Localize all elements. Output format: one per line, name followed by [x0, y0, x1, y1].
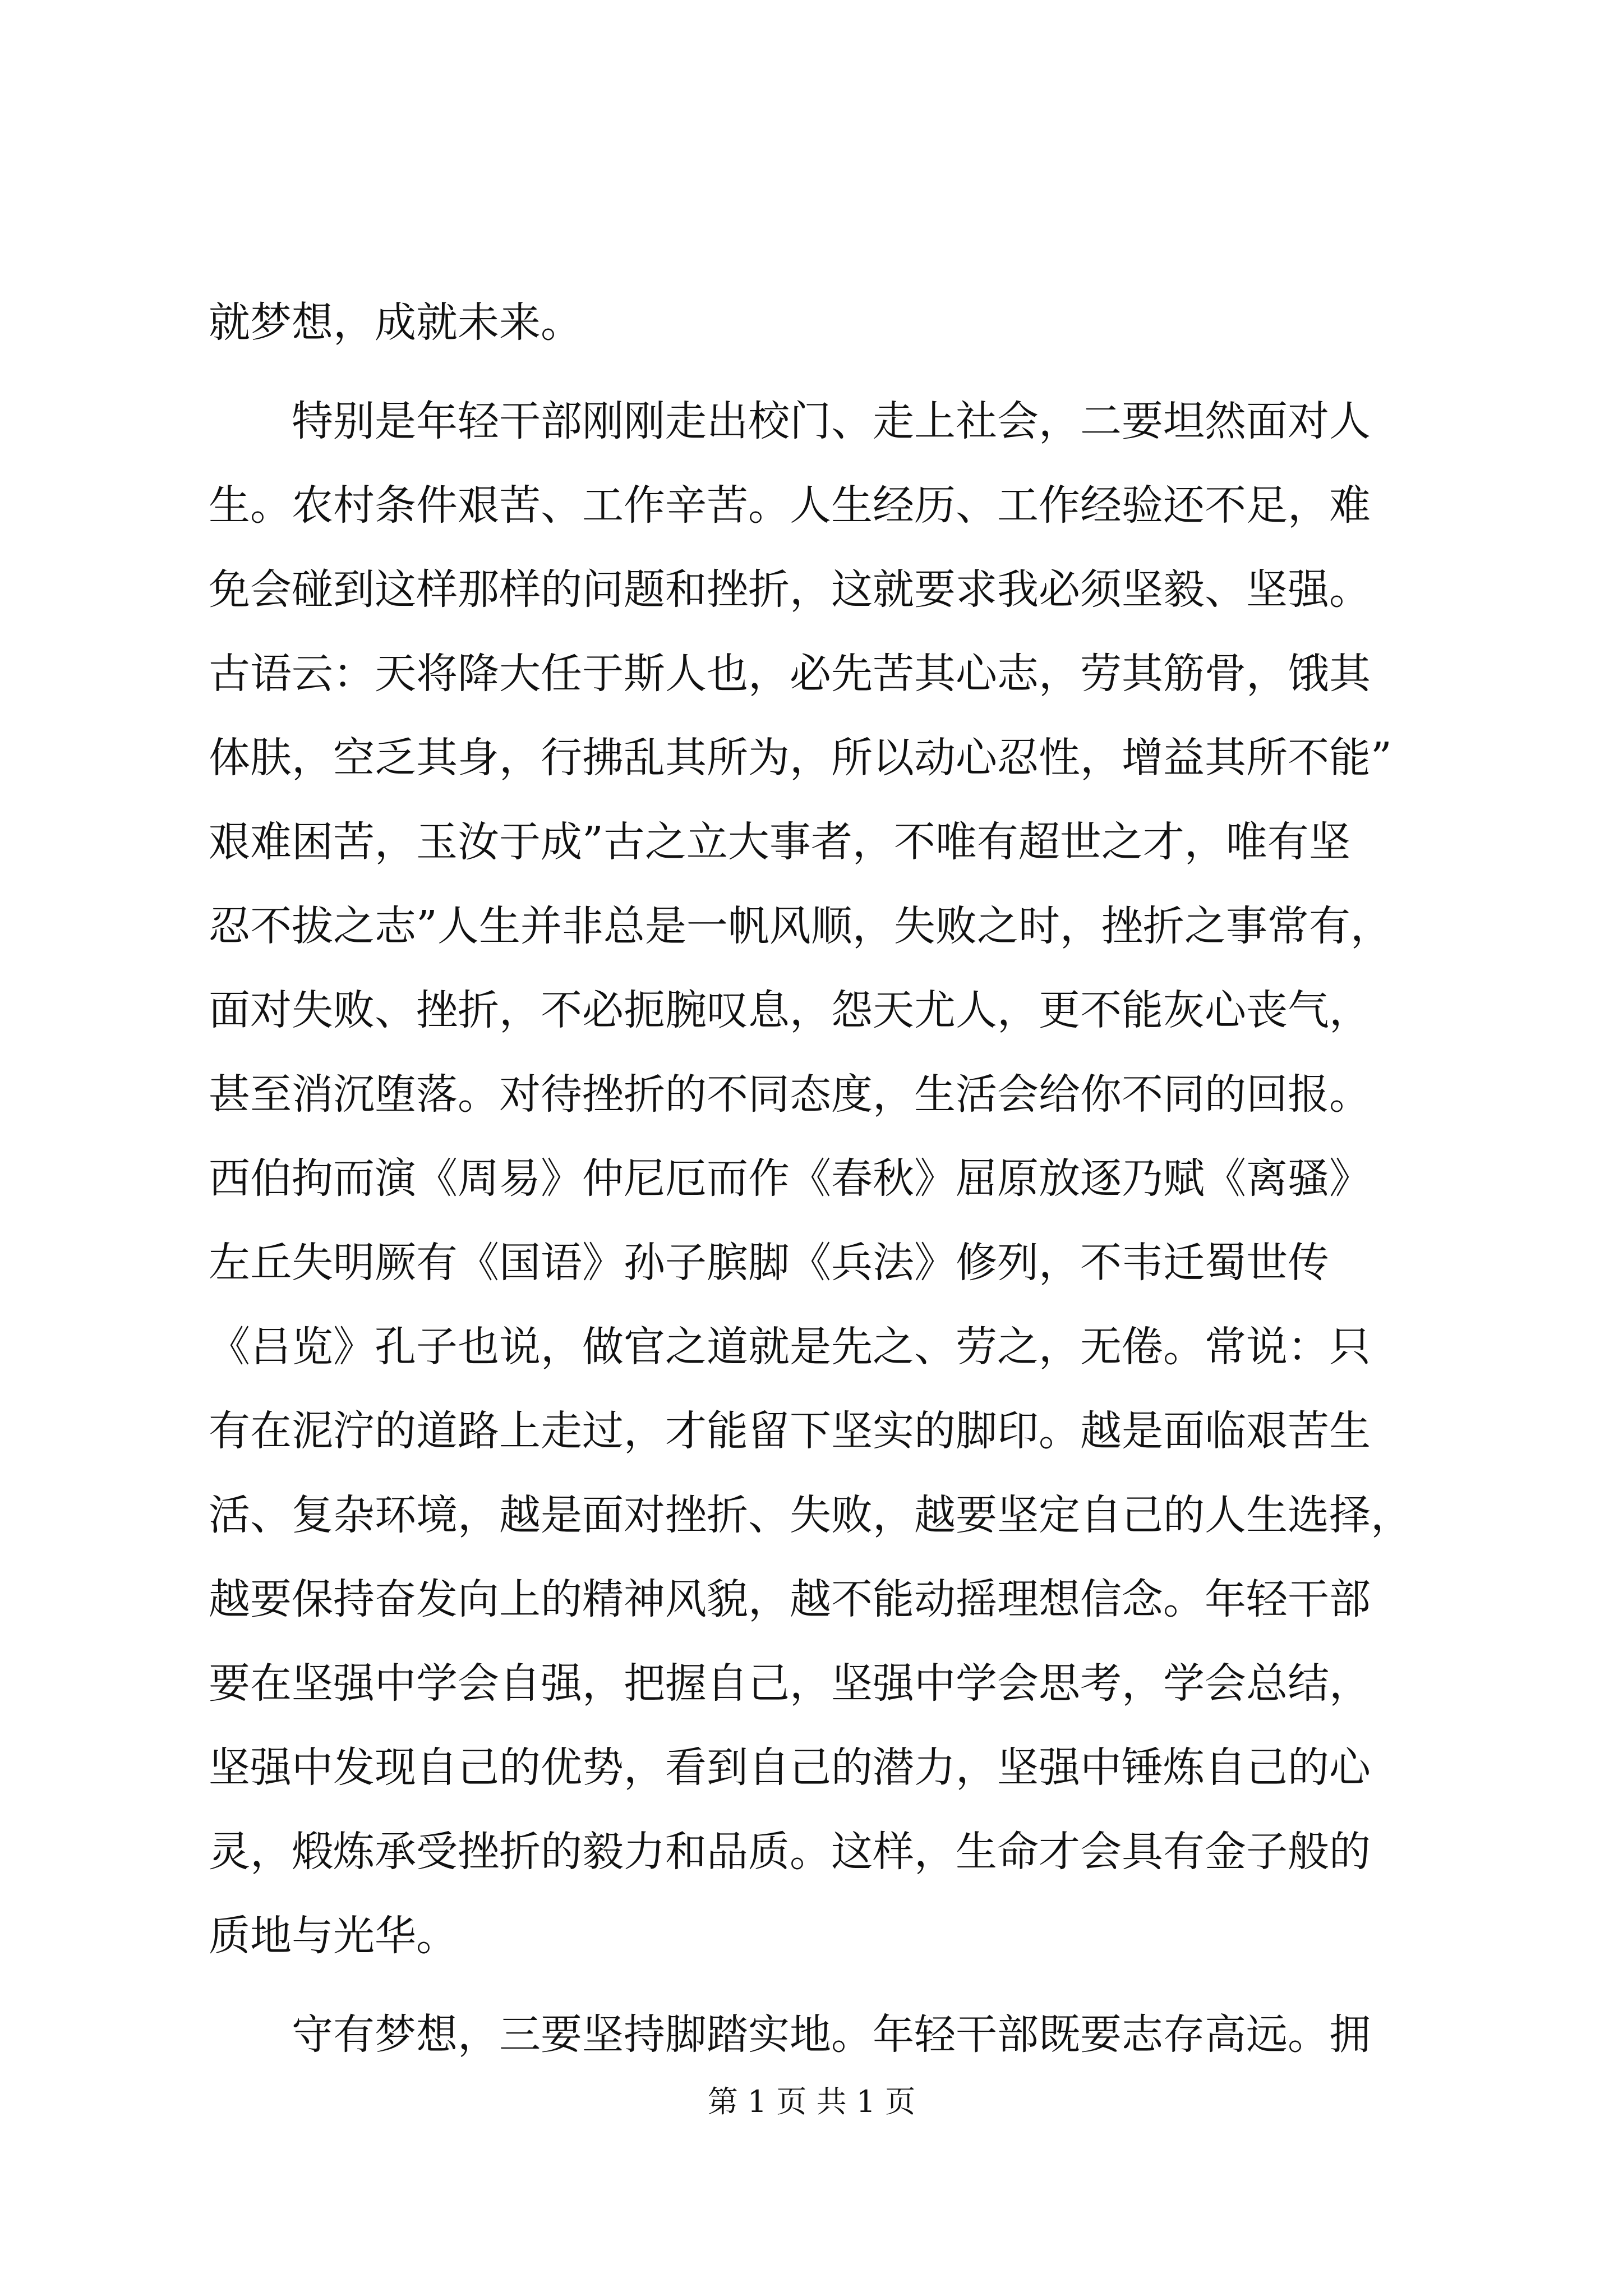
text-line: 甚至消沉堕落。对待挫折的不同态度，生活会给你不同的回报。	[209, 1070, 1371, 1119]
text-line: 艰难困苦，玉汝于成”古之立大事者，不唯有超世之才，唯有坚	[209, 818, 1350, 866]
text-line: 有在泥泞的道路上走过，才能留下坚实的脚印。越是面临艰苦生	[209, 1407, 1371, 1455]
text-line: 面对失败、挫折，不必扼腕叹息，怨天尤人，更不能灰心丧气，	[209, 986, 1371, 1034]
text-line: 左丘失明厥有《国语》孙子膑脚《兵法》修列，不韦迁蜀世传	[209, 1239, 1329, 1287]
text-line: 灵，煅炼承受挫折的毅力和品质。这样，生命才会具有金子般的	[209, 1828, 1371, 1876]
text-line: 《吕览》孔子也说，做官之道就是先之、劳之，无倦。常说：只	[209, 1323, 1371, 1371]
text-line: 活、复杂环境，越是面对挫折、失败，越要坚定自己的人生选择，	[209, 1491, 1412, 1539]
text-line: 免会碰到这样那样的问题和挫折，这就要求我必须坚毅、坚强。	[209, 565, 1371, 614]
text-line: 就梦想，成就未来。	[209, 298, 582, 347]
text-line: 越要保持奋发向上的精神风貌，越不能动摇理想信念。年轻干部	[209, 1575, 1371, 1623]
text-line: 古语云：天将降大任于斯人也，必先苦其心志，劳其筋骨，饿其	[209, 650, 1371, 698]
text-line: 西伯拘而演《周易》仲尼厄而作《春秋》屈原放逐乃赋《离骚》	[209, 1154, 1371, 1203]
page-footer: 第 1 页 共 1 页	[707, 2084, 916, 2119]
text-line: 坚强中发现自己的优势，看到自己的潜力，坚强中锤炼自己的心	[209, 1743, 1371, 1792]
text-line: 质地与光华。	[209, 1912, 458, 1960]
text-line: 特别是年轻干部刚刚走出校门、走上社会，二要坦然面对人	[292, 397, 1371, 445]
text-line: 体肤，空乏其身，行拂乱其所为，所以动心忍性，增益其所不能”	[209, 734, 1392, 782]
text-line: 忍不拔之志”人生并非总是一帆风顺，失败之时，挫折之事常有，	[209, 902, 1392, 950]
document-body	[209, 280, 1414, 2077]
text-line: 要在坚强中学会自强，把握自己，坚强中学会思考，学会总结，	[209, 1659, 1371, 1708]
text-line: 守有梦想，三要坚持脚踏实地。年轻干部既要志存高远。拥	[292, 2010, 1371, 2059]
text-line: 生。农村条件艰苦、工作辛苦。人生经历、工作经验还不足，难	[209, 481, 1371, 530]
